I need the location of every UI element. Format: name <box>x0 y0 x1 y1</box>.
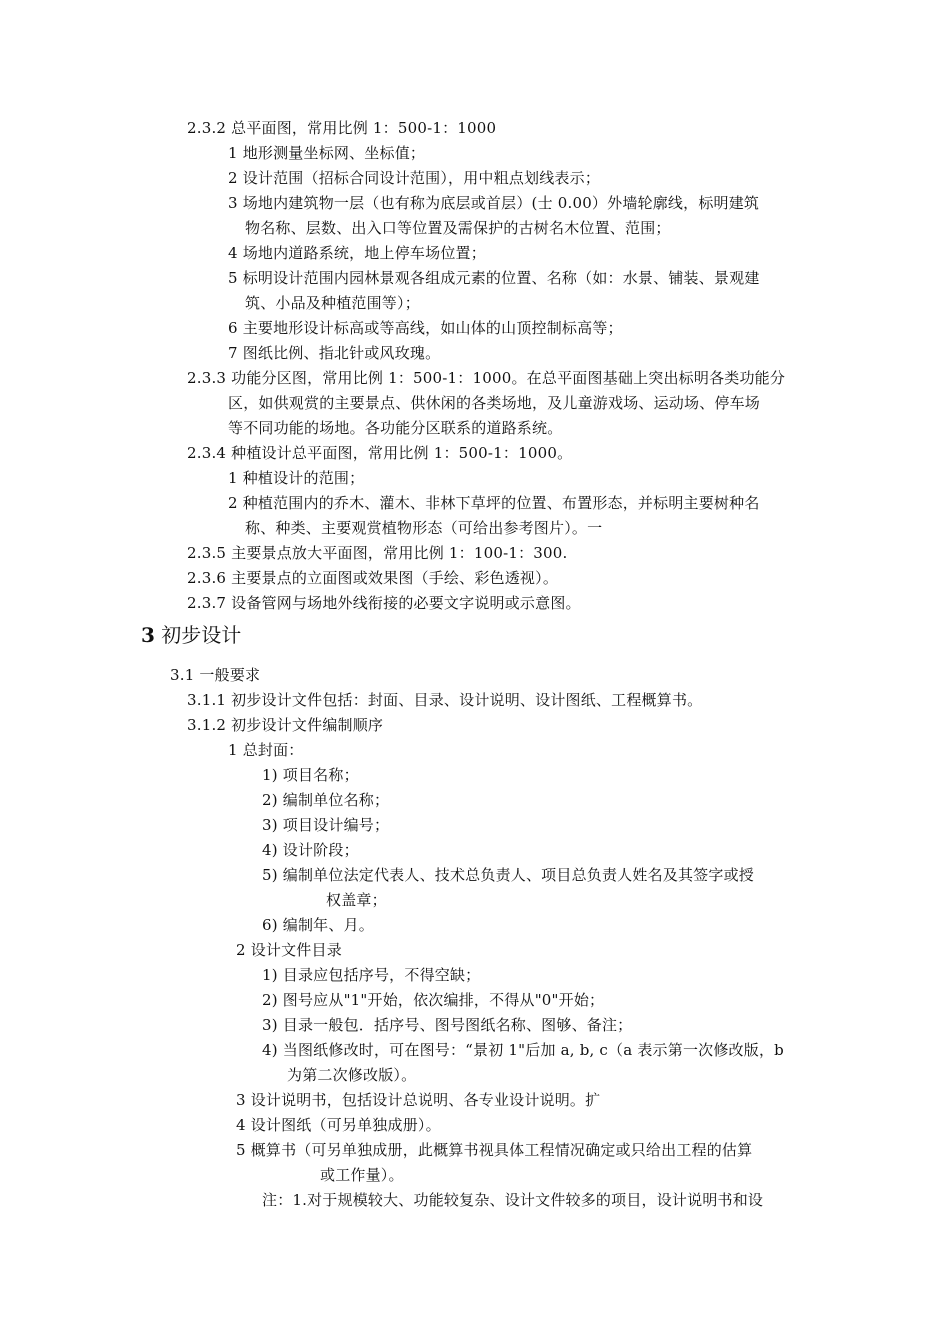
sub-list-item: 4) 设计阶段； <box>262 841 359 859</box>
list-item: 3 设计说明书，包括设计总说明、各专业设计说明。扩 <box>236 1091 601 1109</box>
section-2-3-3-line: 2.3.3 功能分区图，常用比例 1：500-1：1000。在总平面图基础上突出标明各类功能分 <box>187 369 786 387</box>
list-item-continuation: 称、种类、主要观赏植物形态（可给出参考图片）。一 <box>245 519 603 537</box>
sub-list-item: 5) 编制单位法定代表人、技术总负责人、项目总负责人姓名及其签字或授 <box>262 866 754 884</box>
sub-list-item: 3) 项目设计编号； <box>262 816 390 834</box>
sub-list-item: 3) 目录一般包．括序号、图号图纸名称、图够、备注； <box>262 1016 633 1034</box>
list-item: 3 场地内建筑物一层（也有称为底层或首层）(士 0.00）外墙轮廓线，标明建筑 <box>228 194 760 212</box>
section-3-1: 3.1 一般要求 <box>170 666 261 684</box>
list-item-continuation: 或工作量）。 <box>320 1166 404 1184</box>
list-item: 2 设计文件目录 <box>236 941 342 959</box>
chapter-number: 3 <box>141 623 155 647</box>
sub-list-item-continuation: 权盖章； <box>326 891 387 909</box>
sub-list-item: 2) 编制单位名称； <box>262 791 390 809</box>
section-2-3-2-title: 2.3.2 总平面图，常用比例 1：500-1：1000 <box>187 119 497 137</box>
sub-list-item-continuation: 为第二次修改版）。 <box>287 1066 417 1084</box>
section-2-3-3-line: 等不同功能的场地。各功能分区联系的道路系统。 <box>228 419 563 437</box>
list-item: 7 图纸比例、指北针或风玫瑰。 <box>228 344 441 362</box>
sub-list-item: 1) 目录应包括序号，不得空缺； <box>262 966 481 984</box>
list-item: 2 种植范围内的乔木、灌木、非林下草坪的位置、布置形态，并标明主要树种名 <box>228 494 760 512</box>
section-2-3-4-title: 2.3.4 种植设计总平面图，常用比例 1：500-1：1000。 <box>187 444 573 462</box>
sub-list-item: 2) 图号应从"1"开始，依次编排，不得从"0"开始； <box>262 991 605 1009</box>
list-item: 5 概算书（可另单独成册，此概算书视具体工程情况确定或只给出工程的估算 <box>236 1141 753 1159</box>
list-item: 1 地形测量坐标网、坐标值； <box>228 144 426 162</box>
list-item: 1 种植设计的范围； <box>228 469 365 487</box>
sub-list-item: 4) 当图纸修改时，可在图号：“景初 1"后加 a, b, c（a 表示第一次修改版，b <box>262 1041 784 1059</box>
chapter-title: 初步设计 <box>161 623 242 647</box>
list-item: 1 总封面： <box>228 741 304 759</box>
section-2-3-3-line: 区，如供观赏的主要景点、供休闲的各类场地，及儿童游戏场、运动场、停车场 <box>228 394 761 412</box>
list-item: 2 设计范围（招标合同设计范围），用中粗点划线表示； <box>228 169 601 187</box>
list-item-continuation: 物名称、层数、出入口等位置及需保护的古树名木位置、范围； <box>245 219 671 237</box>
section-2-3-6: 2.3.6 主要景点的立面图或效果图（手绘、彩色透视）。 <box>187 569 559 587</box>
section-2-3-5: 2.3.5 主要景点放大平面图，常用比例 1：100-1：300. <box>187 544 568 562</box>
list-item: 5 标明设计范围内园林景观各组成元素的位置、名称（如：水景、铺装、景观建 <box>228 269 760 287</box>
list-item-continuation: 筑、小品及种植范围等）； <box>245 294 420 312</box>
list-item: 6 主要地形设计标高或等高线，如山体的山顶控制标高等； <box>228 319 623 337</box>
chapter-3-heading <box>141 621 241 649</box>
sub-list-item: 6) 编制年、月。 <box>262 916 374 934</box>
section-3-1-1: 3.1.1 初步设计文件包括：封面、目录、设计说明、设计图纸、工程概算书。 <box>187 691 703 709</box>
list-item: 4 设计图纸（可另单独成册）。 <box>236 1116 441 1134</box>
list-item: 4 场地内道路系统，地上停车场位置； <box>228 244 486 262</box>
sub-list-item: 1) 项目名称； <box>262 766 359 784</box>
section-2-3-7: 2.3.7 设备管网与场地外线衔接的必要文字说明或示意图。 <box>187 594 581 612</box>
section-3-1-2: 3.1.2 初步设计文件编制顺序 <box>187 716 384 734</box>
note: 注：1.对于规模较大、功能较复杂、设计文件较多的项目，设计说明书和设 <box>262 1191 764 1209</box>
